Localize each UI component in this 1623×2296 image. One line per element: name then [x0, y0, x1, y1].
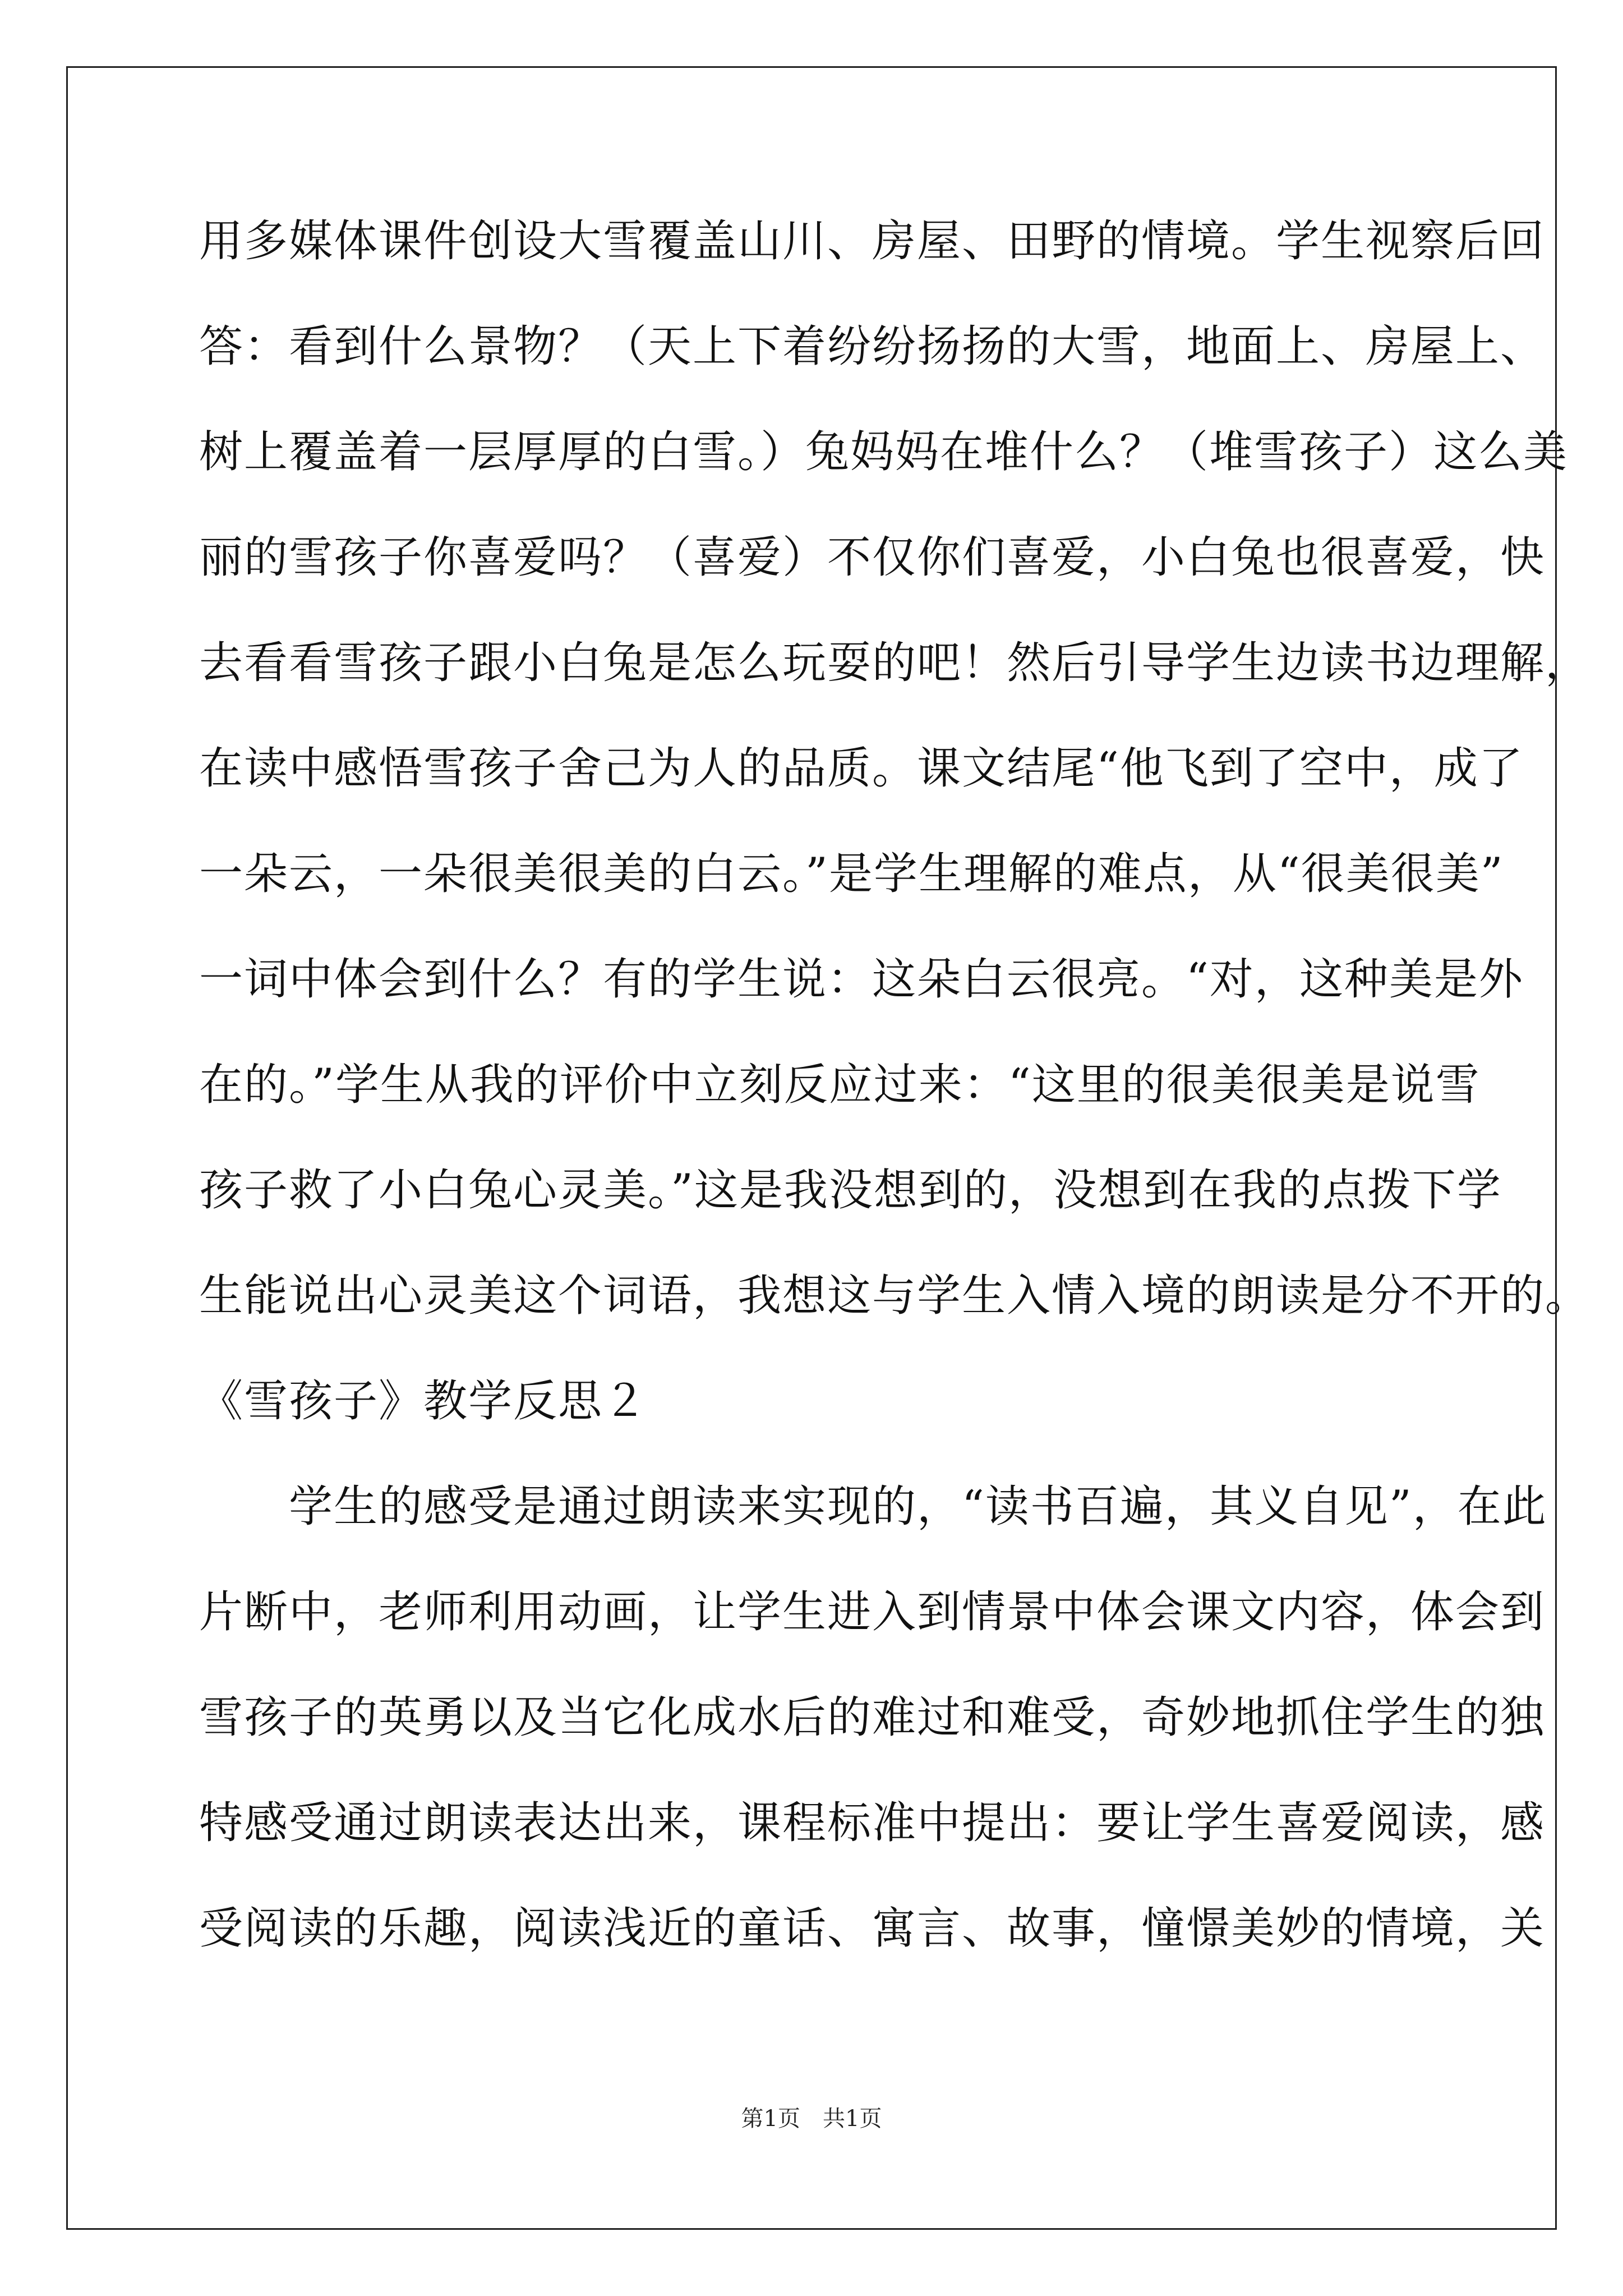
page-total: 共1页 — [823, 2106, 882, 2132]
text-line: 去看看雪孩子跟小白兔是怎么玩耍的吧！然后引导学生边读书边理解， — [199, 638, 1590, 688]
text-line: 特感受通过朗读表达出来，课程标准中提出：要让学生喜爱阅读，感 — [199, 1798, 1546, 1848]
text-line: 受阅读的乐趣，阅读浅近的童话、寓言、故事，憧憬美妙的情境，关 — [199, 1903, 1546, 1954]
text-line: 孩子救了小白兔心灵美。”这是我没想到的，没想到在我的点拨下学 — [199, 1165, 1502, 1216]
text-line: 生能说出心灵美这个词语，我想这与学生入情入境的朗读是分不开的。 — [199, 1271, 1590, 1321]
text-line: 片断中，老师利用动画，让学生进入到情景中体会课文内容，体会到 — [199, 1587, 1546, 1637]
text-line: 一词中体会到什么？有的学生说：这朵白云很亮。“对，这种美是外 — [199, 954, 1524, 1005]
page-footer — [0, 2105, 1623, 2133]
text-line: 树上覆盖着一层厚厚的白雪。）兔妈妈在堆什么？（堆雪孩子）这么美 — [199, 427, 1569, 477]
text-line: 在的。”学生从我的评价中立刻反应过来：“这里的很美很美是说雪 — [199, 1060, 1481, 1110]
text-line: 丽的雪孩子你喜爱吗？（喜爱）不仅你们喜爱，小白兔也很喜爱，快 — [199, 532, 1546, 583]
text-line: 学生的感受是通过朗读来实现的，“读书百遍，其义自见”，在此 — [199, 1481, 1547, 1532]
text-line: 一朵云，一朵很美很美的白云。”是学生理解的难点，从“很美很美” — [199, 849, 1504, 899]
text-line: 雪孩子的英勇以及当它化成水后的难过和难受，奇妙地抓住学生的独 — [199, 1692, 1546, 1743]
section-heading: 《雪孩子》教学反思２ — [199, 1376, 648, 1427]
text-line: 在读中感悟雪孩子舍己为人的品质。课文结尾“他飞到了空中，成了 — [199, 743, 1524, 794]
text-line: 答：看到什么景物？（天上下着纷纷扬扬的大雪，地面上、房屋上、 — [199, 321, 1546, 372]
page-number: 第1页 — [741, 2106, 800, 2132]
text-line: 用多媒体课件创设大雪覆盖山川、房屋、田野的情境。学生视察后回 — [199, 216, 1546, 266]
